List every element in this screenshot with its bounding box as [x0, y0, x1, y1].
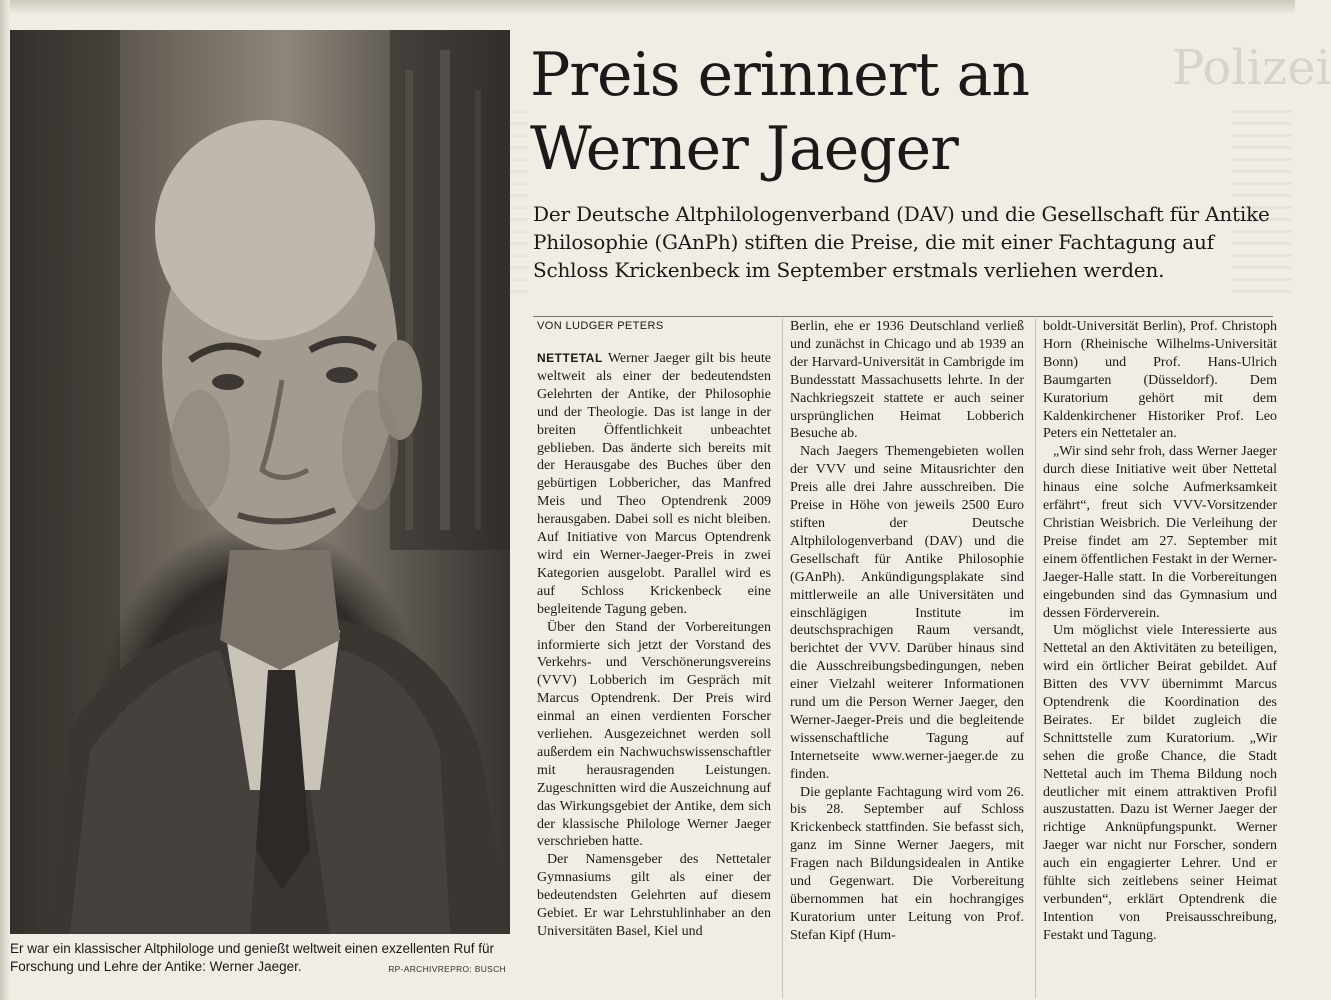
page-left-edge: [0, 0, 10, 1000]
article-lede: Der Deutsche Altphilologenverband (DAV) und die Gesellschaft für Antike Philosophie (GAnPh) stiften die Preise, die mit einer Fachtagung auf Schloss Krickenbeck im September erstmals verliehen werden.: [533, 202, 1270, 282]
photo-credit: RP-ARCHIVREPRO: BUSCH: [388, 964, 506, 974]
paragraph-text: Werner Jaeger gilt bis heute weltweit als einer der bedeutendsten Gelehrten der Antike, der Philosophie und der Theologie. Das ist lange in der breiten Öffentlichkeit unbeachtet geblieben. Das änderte sich bereits mit der Herausgabe des Buches über den gebürtigen Lobbericher, das Manfred Meis und Theo Optendrenk 2009 herausgaben. Dabei soll es nicht bleiben. Auf Initiative von Marcus Optendrenk wird ein Werner-Jaeger-Preis in zwei Kategorien ausgelobt. Parallel wird es auf Schloss Krickenbeck eine begleitende Tagung geben.: [537, 351, 771, 617]
article-column-1: [537, 350, 771, 941]
paragraph: Der Namensgeber des Nettetaler Gymnasiums gilt als einer der bedeutendsten Gelehrten auf diesem Gebiet. Er war Lehrstuhlinhaber an den Universitäten Basel, Kiel und: [537, 852, 771, 939]
paragraph: Um möglichst viele Interessierte aus Nettetal an den Aktivitäten zu beteiligen, wird ein örtlicher Beirat gebildet. Auf Bitten des VVV übernimmt Marcus Optendrenk die Koordination des Beirates. Er bildet zugleich die Schnittstelle zum Kuratorium. „Wir sehen die große Chance, die Stadt Nettetal auch im Thema Bildung noch deutlicher mit einem attraktiven Profil auszustatten. Dazu ist Werner Jaeger der richtige Anknüpfungspunkt. Werner Jaeger war nicht nur Forscher, sondern auch ein engagierter Lehrer. Und er fühlte sich zeitlebens seiner Heimat verbunden“, erklärt Optendrenk die Intention von Preisausschreibung, Festakt und Tagung.: [1043, 623, 1277, 943]
paragraph: [537, 350, 771, 619]
dateline: NETTETAL: [537, 351, 603, 365]
headline-line-2: Werner Jaeger: [530, 114, 958, 184]
article-headline: [530, 38, 1290, 186]
caption-text: Er war ein klassischer Altphilologe und genießt weltweit einen exzellenten Ruf für Forschung und Lehre der Antike: Werner Jaeger.: [10, 941, 495, 974]
byline-divider: [533, 316, 1273, 317]
article-column-3: [1043, 318, 1277, 945]
paragraph: Über den Stand der Vorbereitungen informierte sich jetzt der Vorstand des Verkehrs- und Verschönerungsvereins (VVV) Lobberich im Gespräch mit Marcus Optendrenk. Der Preis wird einmal an einen verdienten Forscher verliehen. Ausgezeichnet werden soll außerdem ein Nachwuchswissenschaftler mit herausragenden Leistungen. Zugeschnitten wird die Auszeichnung auf das Wirkungsgebiet der Antike, dem sich der klassische Philologe Werner Jaeger verschrieben hatte.: [537, 619, 771, 850]
paragraph: Nach Jaegers Themengebieten wollen der VVV und seine Mitausrichter den Preis alle drei Jahre ausschreiben. Die Preise in Höhe von jeweils 2500 Euro stiften der Deutsche Altphilologenverband (DAV) und die Gesellschaft für Antike Philosophie (GAnPh). Ankündigungsplakate sind mittlerweile an alle Universitäten und einschlägigen Institute im deutschsprachigen Raum versandt, berichtet der VVV. Darüber hinaus sind die Ausschreibungsbedingungen, neben einer Vielzahl weiterer Informationen rund um die Person Werner Jaeger, den Werner-Jaeger-Preis und die begleitende wissenschaftliche Tagung auf Internetseite www.werner-jaeger.de zu finden.: [790, 444, 1024, 782]
portrait-photo: [10, 30, 510, 934]
headline-line-1: Preis erinnert an: [530, 40, 1030, 110]
photo-caption: [10, 940, 510, 995]
paragraph: Die geplante Fachtagung wird vom 26. bis 28. September auf Schloss Krickenbeck stattfinden. Sie befasst sich, ganz im Sinne Werner Jaegers, mit Fragen nach Bildungsidealen in Antike und Gegenwart. Die Vorbereitung übernommen hat ein hochrangiges Kuratorium unter Leitung von Prof. Stefan Kipf (Hum-: [790, 784, 1024, 943]
paragraph: boldt-Universität Berlin), Prof. Christoph Horn (Rheinische Wilhelms-Universität Bonn) und Prof. Hans-Ulrich Baumgarten (Düsseldorf). Dem Kuratorium gehört mit dem Kaldenkirchener Historiker Prof. Leo Peters ein Nettetaler an.: [1043, 319, 1277, 442]
neighbor-headline-fragment: Polizei: [1172, 40, 1331, 96]
paragraph: Berlin, ehe er 1936 Deutschland verließ und zunächst in Chicago und ab 1939 an der Harvard-Universität in Cambrigde im Bundesstatt Massachusetts lehrte. In der Nachkriegszeit stattete er auch seiner ursprünglichen Heimat Lobberich Besuche ab.: [790, 319, 1024, 442]
author-byline: VON LUDGER PETERS: [537, 320, 664, 332]
neighbor-column-bleed-left: [510, 110, 528, 300]
page-top-edge: [0, 0, 1295, 14]
column-rule: [782, 318, 783, 998]
portrait-illustration: [10, 30, 510, 934]
article-column-2: [790, 318, 1024, 945]
column-rule: [1035, 318, 1036, 998]
paragraph: „Wir sind sehr froh, dass Werner Jaeger durch diese Initiative weit über Nettetal hinaus eine solche Aufmerksamkeit erfährt“, freut sich VVV-Vorsitzender Christian Weisbrich. Die Verleihung der Preise findet am 27. September mit einem öffentlichen Festakt in der Werner-Jaeger-Halle statt. In die Vorbereitungen eingebunden sind das Gymnasium und dessen Förderverein.: [1043, 444, 1277, 621]
